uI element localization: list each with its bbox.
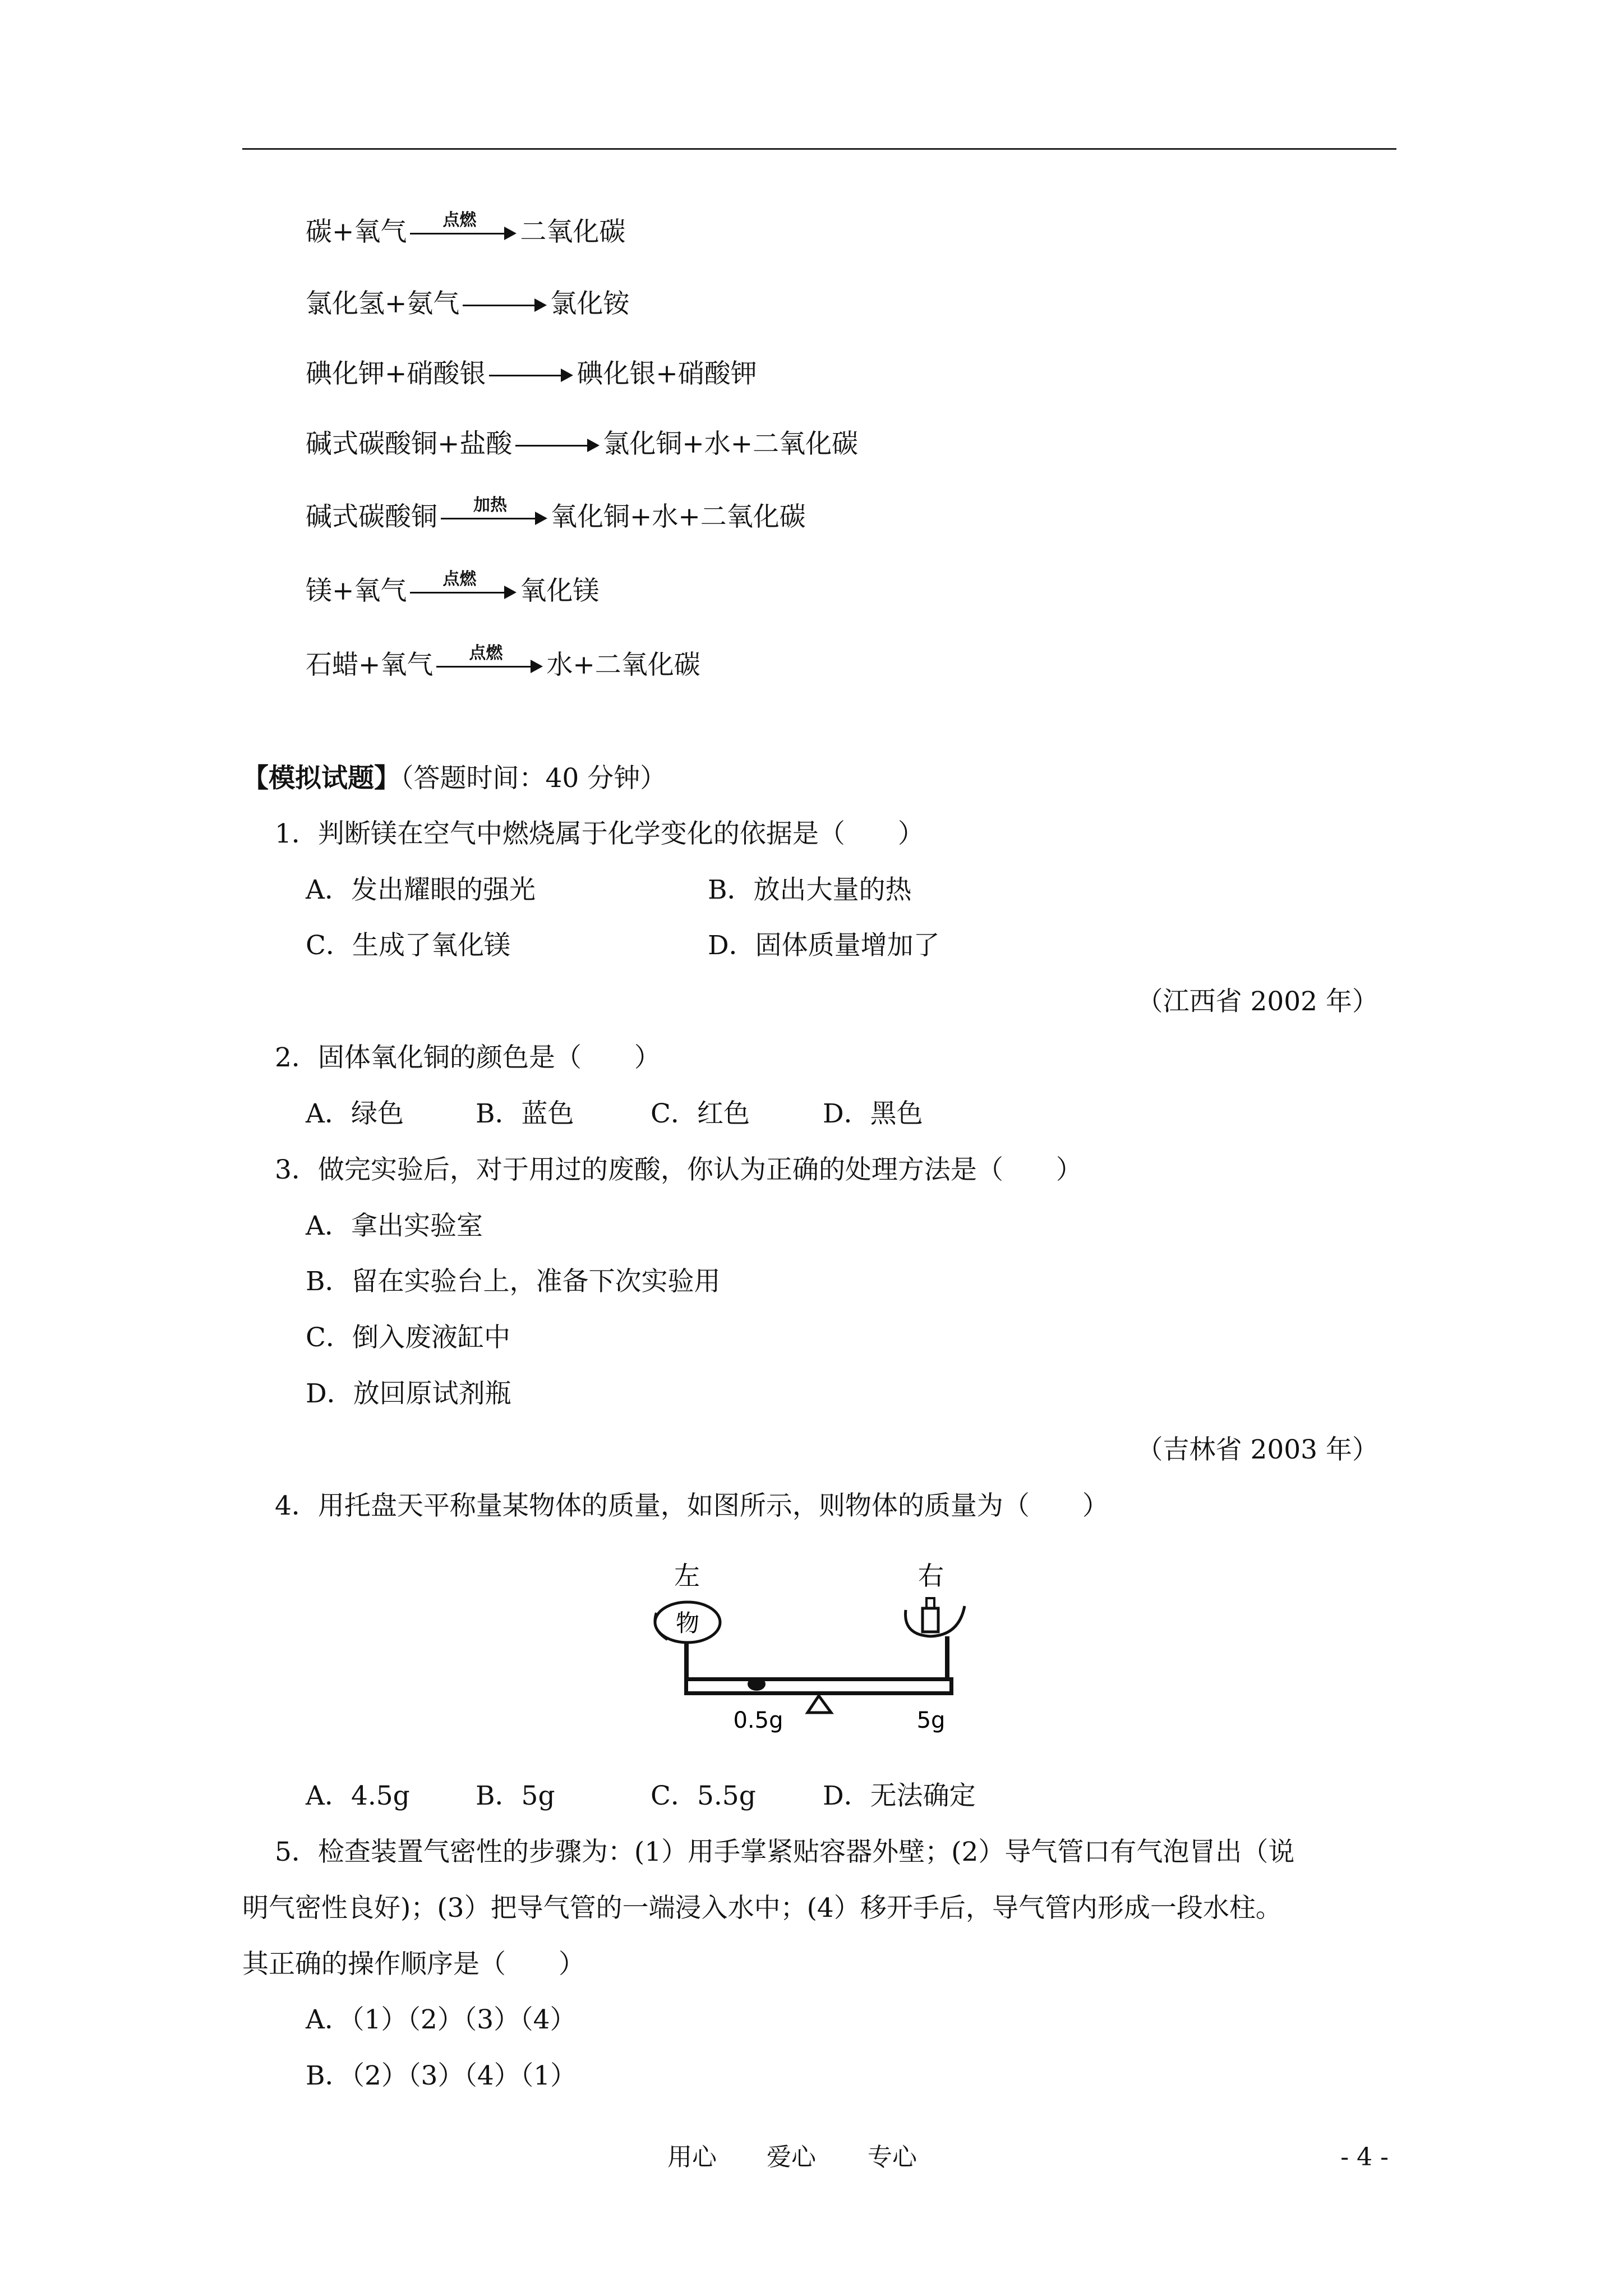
reaction-arrow-icon <box>515 427 600 461</box>
equation-right: 二氧化碳 <box>520 217 626 247</box>
section-heading <box>242 762 666 795</box>
equation-malachite-heat <box>306 495 806 534</box>
equation-right: 氧化镁 <box>520 576 600 606</box>
question-4-option-a[interactable]: A．4.5g <box>306 1780 410 1811</box>
weight-icon <box>923 1608 938 1632</box>
equation-right: 氯化铵 <box>550 288 630 319</box>
reaction-condition: 点燃 <box>442 210 477 230</box>
question-3-option-c[interactable]: C．倒入废液缸中 <box>306 1322 510 1353</box>
question-2-stem: 2．固体氧化铜的颜色是（ ） <box>275 1042 661 1073</box>
question-4-option-d[interactable]: D．无法确定 <box>823 1780 976 1811</box>
equation-left: 氯化氢+氨气 <box>306 288 460 319</box>
question-2-option-a[interactable]: A．绿色 <box>306 1098 404 1129</box>
equation-left: 镁+氧气 <box>306 576 407 606</box>
rider-icon <box>748 1677 766 1691</box>
question-1-option-d[interactable]: D．固体质量增加了 <box>708 930 940 961</box>
question-5-stem-line2: 明气密性良好)；(3）把导气管的一端浸入水中；(4）移开手后，导气管内形成一段水柱。 <box>242 1893 1282 1924</box>
equation-right: 碘化银+硝酸钾 <box>577 358 757 389</box>
balance-figure <box>634 1557 993 1736</box>
beam-end-left-icon <box>684 1677 688 1695</box>
question-2-option-b[interactable]: B．蓝色 <box>476 1098 574 1129</box>
equation-magnesium-oxygen <box>306 569 600 608</box>
footer-motto-2: 爱心 <box>767 2143 816 2171</box>
question-5-option-a[interactable]: A．（1）（2）（3）（4） <box>306 2004 577 2035</box>
question-3-option-a[interactable]: A．拿出实验室 <box>306 1211 483 1241</box>
reaction-arrow-icon <box>463 287 547 321</box>
weight-label: 5g <box>916 1708 946 1733</box>
question-3-stem: 3．做完实验后，对于用过的废酸，你认为正确的处理方法是（ ） <box>275 1154 1082 1185</box>
question-5-stem-line3: 其正确的操作顺序是（ ） <box>242 1949 585 1980</box>
question-1-option-a[interactable]: A．发出耀眼的强光 <box>306 875 536 905</box>
reaction-arrow-icon <box>410 210 517 249</box>
balance-right-label: 右 <box>918 1561 944 1591</box>
header-rule <box>242 148 1396 150</box>
equation-malachite-hcl <box>306 427 858 461</box>
question-5-stem-line1: 5．检查装置气密性的步骤为：(1）用手掌紧贴容器外壁；(2）导气管口有气泡冒出（说 <box>275 1837 1295 1867</box>
question-5-option-b[interactable]: B．（2）（3）（4）（1） <box>306 2060 577 2091</box>
footer-motto-1: 用心 <box>667 2143 717 2171</box>
question-4-option-b[interactable]: B．5g <box>476 1780 555 1811</box>
question-4-option-c[interactable]: C．5.5g <box>651 1780 756 1811</box>
question-3-option-d[interactable]: D．放回原试剂瓶 <box>306 1378 511 1409</box>
equation-right: 水+二氧化碳 <box>546 650 700 680</box>
section-title: 【模拟试题】 <box>242 763 400 794</box>
question-1-stem: 1．判断镁在空气中燃烧属于化学变化的依据是（ ） <box>275 818 924 849</box>
equation-left: 碱式碳酸铜 <box>306 501 437 532</box>
page-number: - 4 - <box>1340 2143 1389 2171</box>
equation-right: 氧化铜+水+二氧化碳 <box>551 501 806 532</box>
beam-end-right-icon <box>949 1677 953 1695</box>
reaction-arrow-icon <box>489 357 573 391</box>
equation-left: 碘化钾+硝酸银 <box>306 358 486 389</box>
question-1-option-c[interactable]: C．生成了氧化镁 <box>306 930 510 961</box>
reaction-arrow-icon <box>436 643 543 682</box>
question-4-stem: 4．用托盘天平称量某物体的质量，如图所示，则物体的质量为（ ） <box>275 1490 1109 1521</box>
equation-left: 碱式碳酸铜+盐酸 <box>306 429 513 459</box>
question-3-option-b[interactable]: B．留在实验台上，准备下次实验用 <box>306 1266 721 1297</box>
equation-hcl-ammonia <box>306 287 629 321</box>
equation-carbon-oxygen <box>306 210 626 249</box>
reaction-condition: 加热 <box>473 495 507 515</box>
right-post-icon <box>945 1636 949 1681</box>
equation-right: 氯化铜+水+二氧化碳 <box>603 429 859 459</box>
fulcrum-icon <box>808 1696 831 1713</box>
question-3-source: （吉林省 2003 年） <box>1136 1434 1378 1465</box>
weight-knob-icon <box>926 1598 934 1608</box>
equation-paraffin-oxygen <box>306 643 700 682</box>
balance-beam-icon <box>684 1677 953 1681</box>
balance-object-label: 物 <box>675 1609 700 1637</box>
footer-motto-3: 专心 <box>868 2143 917 2171</box>
reaction-condition: 点燃 <box>469 643 503 663</box>
equation-left: 碳+氧气 <box>306 217 407 247</box>
reaction-arrow-icon <box>441 495 547 534</box>
left-post-icon <box>684 1642 689 1681</box>
section-subtitle: （答题时间：40 分钟） <box>400 763 667 794</box>
question-1-source: （江西省 2002 年） <box>1136 986 1378 1017</box>
reaction-condition: 点燃 <box>442 569 477 589</box>
reaction-arrow-icon <box>410 569 517 608</box>
question-1-option-b[interactable]: B．放出大量的热 <box>708 875 912 905</box>
question-2-option-c[interactable]: C．红色 <box>651 1098 750 1129</box>
equation-left: 石蜡+氧气 <box>306 650 434 680</box>
question-2-option-d[interactable]: D．黑色 <box>823 1098 923 1129</box>
rider-label: 0.5g <box>733 1708 783 1733</box>
balance-left-label: 左 <box>674 1561 700 1591</box>
equation-ki-agno3 <box>306 357 757 391</box>
